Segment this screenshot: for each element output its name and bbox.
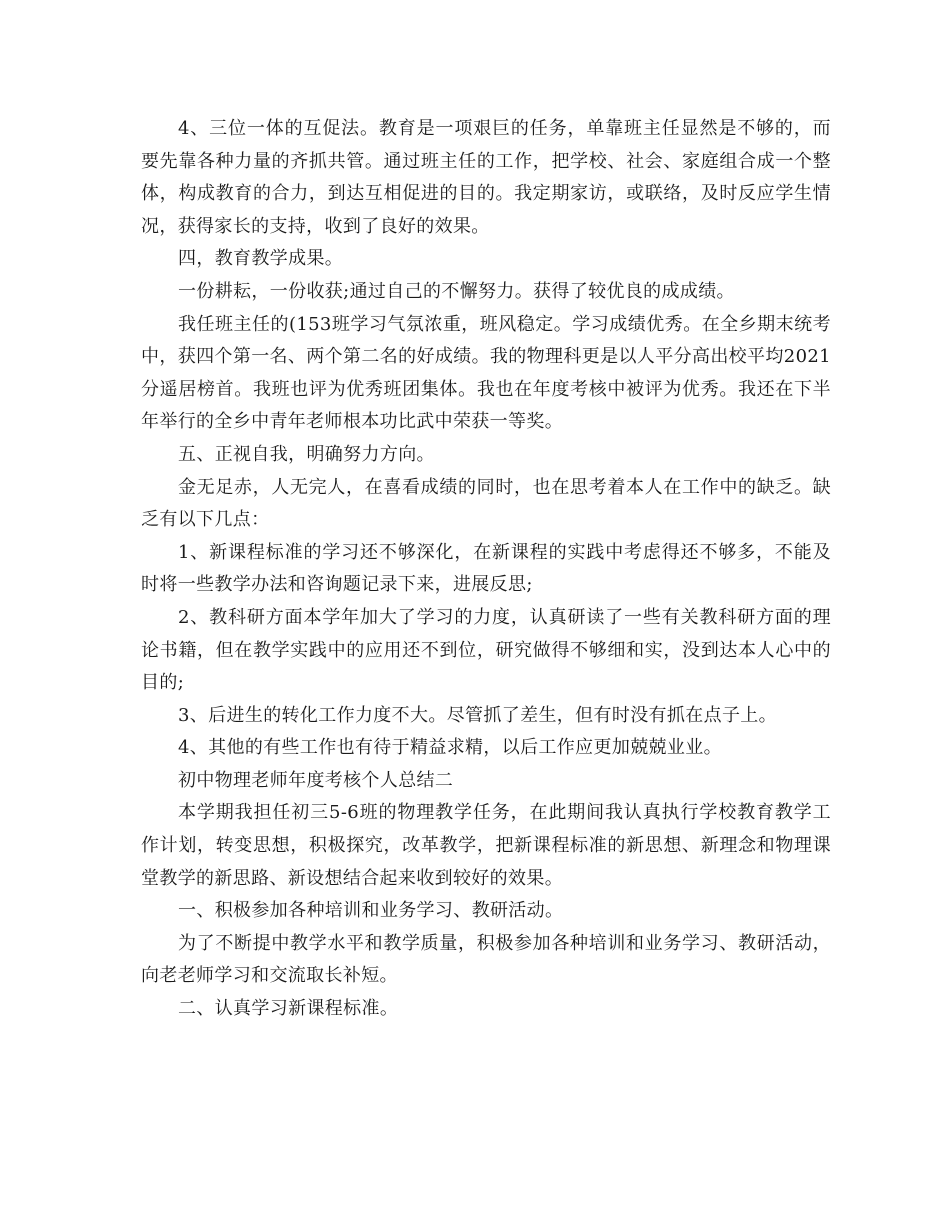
list-item: 3、后进生的转化工作力度不大。尽管抓了差生，但有时没有抓在点子上。	[178, 704, 777, 726]
paragraph: 一份耕耘，一份收获;通过自己的不懈努力。获得了较优良的成成绩。	[178, 280, 735, 302]
paragraph: 为了不断提中教学水平和教学质量，积极参加各种培训和业务学习、教研活动，向老老师学习和交流取长补短。	[141, 932, 831, 987]
section-heading: 四，教育教学成果。	[178, 248, 344, 270]
paragraph: 4、三位一体的互促法。教育是一项艰巨的任务，单靠班主任显然是不够的，而要先靠各种力量的齐抓共管。通过班主任的工作，把学校、社会、家庭组合成一个整体，构成教育的合力，到达互相促进的目的。我定期家访，或联络，及时反应学生情况，获得家长的支持，收到了良好的效果。	[141, 118, 831, 237]
section-heading: 一、积极参加各种培训和业务学习、教研活动。	[178, 900, 564, 922]
list-item: 2、教科研方面本学年加大了学习的力度，认真研读了一些有关教科研方面的理论书籍，但在教学实践中的应用还不到位，研究做得不够细和实，没到达本人心中的目的;	[141, 606, 831, 694]
section-heading: 五、正视自我，明确努力方向。	[178, 443, 435, 465]
list-item: 4、其他的有些工作也有待于精益求精，以后工作应更加兢兢业业。	[178, 737, 722, 759]
section-heading: 二、认真学习新课程标准。	[178, 998, 399, 1020]
paragraph: 金无足赤，人无完人，在喜看成绩的同时，也在思考着本人在工作中的缺乏。缺乏有以下几点：	[141, 476, 831, 531]
paragraph: 本学期我担任初三5-6班的物理教学任务，在此期间我认真执行学校教育教学工作计划，转变思想，积极探究，改革教学，把新课程标准的新思想、新理念和物理课堂教学的新思路、新设想结合起来收到较好的效果。	[141, 802, 831, 889]
list-item: 1、新课程标准的学习还不够深化，在新课程的实践中考虑得还不够多，不能及时将一些教学办法和咨询题记录下来，进展反思;	[141, 541, 831, 596]
paragraph: 我任班主任的(153班学习气氛浓重，班风稳定。学习成绩优秀。在全乡期末统考中，获四个第一名、两个第二名的好成绩。我的物理科更是以人平分高出校平均2021分遥居榜首。我班也评为优秀班团集体。我也在年度考核中被评为优秀。我还在下半年举行的全乡中青年老师根本功比武中荣获一等奖。	[141, 313, 831, 433]
document-body	[141, 113, 831, 1026]
document-subtitle: 初中物理老师年度考核个人总结二	[178, 769, 454, 791]
